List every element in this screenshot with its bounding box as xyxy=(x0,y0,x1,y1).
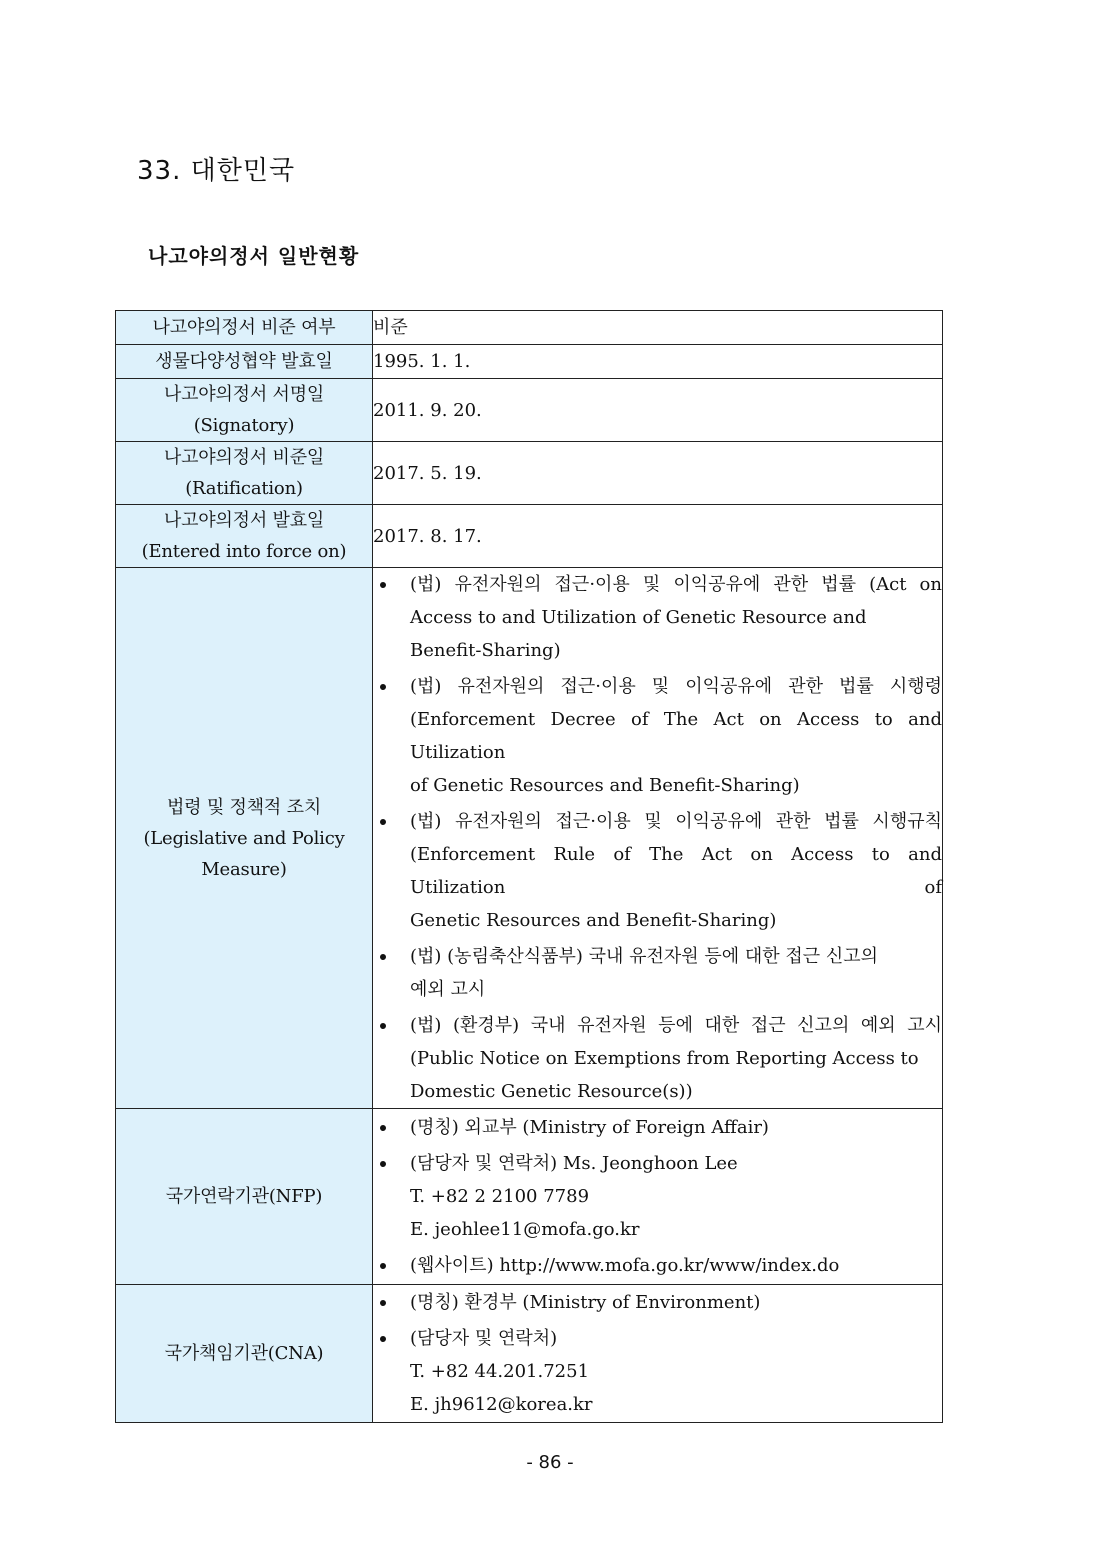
table-row xyxy=(116,1285,943,1423)
list-item xyxy=(373,1249,942,1282)
list-item-line: T. +82 2 2100 7789 xyxy=(410,1186,590,1207)
list-item-line: (명칭) 외교부 (Ministry of Foreign Affair) xyxy=(410,1117,769,1138)
list-item-line: E. jeohlee11@mofa.go.kr xyxy=(410,1219,640,1240)
list-item-line: T. +82 44.201.7251 xyxy=(410,1361,590,1382)
label-korean: 나고야의정서 발효일 xyxy=(163,510,325,531)
row-label-signatory xyxy=(116,379,373,442)
table-row xyxy=(116,1109,943,1285)
row-label-measures xyxy=(116,568,373,1109)
page-number: - 86 - xyxy=(526,1452,574,1473)
label-korean: 나고야의정서 서명일 xyxy=(163,384,325,405)
label-english: (Legislative and Policy xyxy=(143,827,345,849)
nagoya-status-table xyxy=(115,310,943,1423)
label-korean: 나고야의정서 비준일 xyxy=(163,447,325,468)
label-english: (Signatory) xyxy=(193,415,295,436)
row-value-entry-into-force: 2017. 8. 17. xyxy=(373,505,943,568)
list-item-line: of Genetic Resources and Benefit-Sharing) xyxy=(410,775,800,796)
list-item xyxy=(373,1286,942,1319)
nfp-list xyxy=(373,1111,942,1282)
list-item xyxy=(373,1111,942,1144)
label-english: Measure) xyxy=(201,858,287,880)
list-item-line: Benefit-Sharing) xyxy=(410,640,561,661)
section-title: 33. 대한민국 xyxy=(137,156,296,186)
list-item-line: E. jh9612@korea.kr xyxy=(410,1394,593,1415)
list-item-line: (법) 유전자원의 접근·이용 및 이익공유에 관한 법률 시행규칙 xyxy=(410,811,942,832)
row-value-measures xyxy=(373,568,943,1109)
list-item xyxy=(373,1009,942,1108)
website-link[interactable]: (웹사이트) http://www.mofa.go.kr/www/index.do xyxy=(410,1255,840,1276)
row-value-nfp xyxy=(373,1109,943,1285)
row-label-ratification-status: 나고야의정서 비준 여부 xyxy=(116,311,373,345)
table-row xyxy=(116,442,943,505)
list-item-line: (Public Notice on Exemptions from Reporting Access to xyxy=(410,1048,919,1069)
list-item-line: (담당자 및 연락처) Ms. Jeonghoon Lee xyxy=(410,1153,738,1174)
list-item-line: Genetic Resources and Benefit-Sharing) xyxy=(410,910,777,931)
row-label-cbd-entry: 생물다양성협약 발효일 xyxy=(116,345,373,379)
table-row xyxy=(116,505,943,568)
table-row xyxy=(116,345,943,379)
list-item-line: (법) (환경부) 국내 유전자원 등에 대한 접근 신고의 예외 고시 xyxy=(410,1015,942,1036)
list-item-line: (담당자 및 연락처) xyxy=(410,1328,558,1349)
list-item xyxy=(373,1322,942,1421)
label-english: (Ratification) xyxy=(185,478,303,499)
row-label-entry-into-force xyxy=(116,505,373,568)
table-row xyxy=(116,379,943,442)
row-value-signatory: 2011. 9. 20. xyxy=(373,379,943,442)
row-label-nfp: 국가연락기관(NFP) xyxy=(116,1109,373,1285)
list-item xyxy=(373,568,942,667)
list-item-line: Access to and Utilization of Genetic Resource and xyxy=(410,607,867,628)
section-subtitle: 나고야의정서 일반현황 xyxy=(148,244,360,268)
row-label-ratification xyxy=(116,442,373,505)
list-item-line: 예외 고시 xyxy=(410,979,486,1000)
table-row xyxy=(116,568,943,1109)
table-row xyxy=(116,311,943,345)
list-item xyxy=(373,805,942,937)
row-label-cna: 국가책임기관(CNA) xyxy=(116,1285,373,1423)
list-item-line: (법) 유전자원의 접근·이용 및 이익공유에 관한 법률 시행령 xyxy=(410,676,942,697)
list-item-line: (Enforcement Decree of The Act on Access to and Utilization xyxy=(410,709,942,763)
list-item-line: (법) (농림축산식품부) 국내 유전자원 등에 대한 접근 신고의 xyxy=(410,946,879,967)
list-item xyxy=(373,670,942,802)
cna-list xyxy=(373,1286,942,1421)
list-item xyxy=(373,940,942,1006)
row-value-cna xyxy=(373,1285,943,1423)
label-korean: 법령 및 정책적 조치 xyxy=(166,796,322,818)
list-item-line: (법) 유전자원의 접근·이용 및 이익공유에 관한 법률 (Act on xyxy=(410,574,942,595)
measures-list xyxy=(373,568,942,1108)
list-item-line: (명칭) 환경부 (Ministry of Environment) xyxy=(410,1292,761,1313)
row-value-ratification: 2017. 5. 19. xyxy=(373,442,943,505)
list-item-line: Domestic Genetic Resource(s)) xyxy=(410,1081,693,1102)
label-english: (Entered into force on) xyxy=(141,541,347,562)
list-item xyxy=(373,1147,942,1246)
list-item-line: (Enforcement Rule of The Act on Access to and Utilization of xyxy=(410,844,942,898)
row-value-cbd-entry: 1995. 1. 1. xyxy=(373,345,943,379)
row-value-ratification-status: 비준 xyxy=(373,311,943,345)
